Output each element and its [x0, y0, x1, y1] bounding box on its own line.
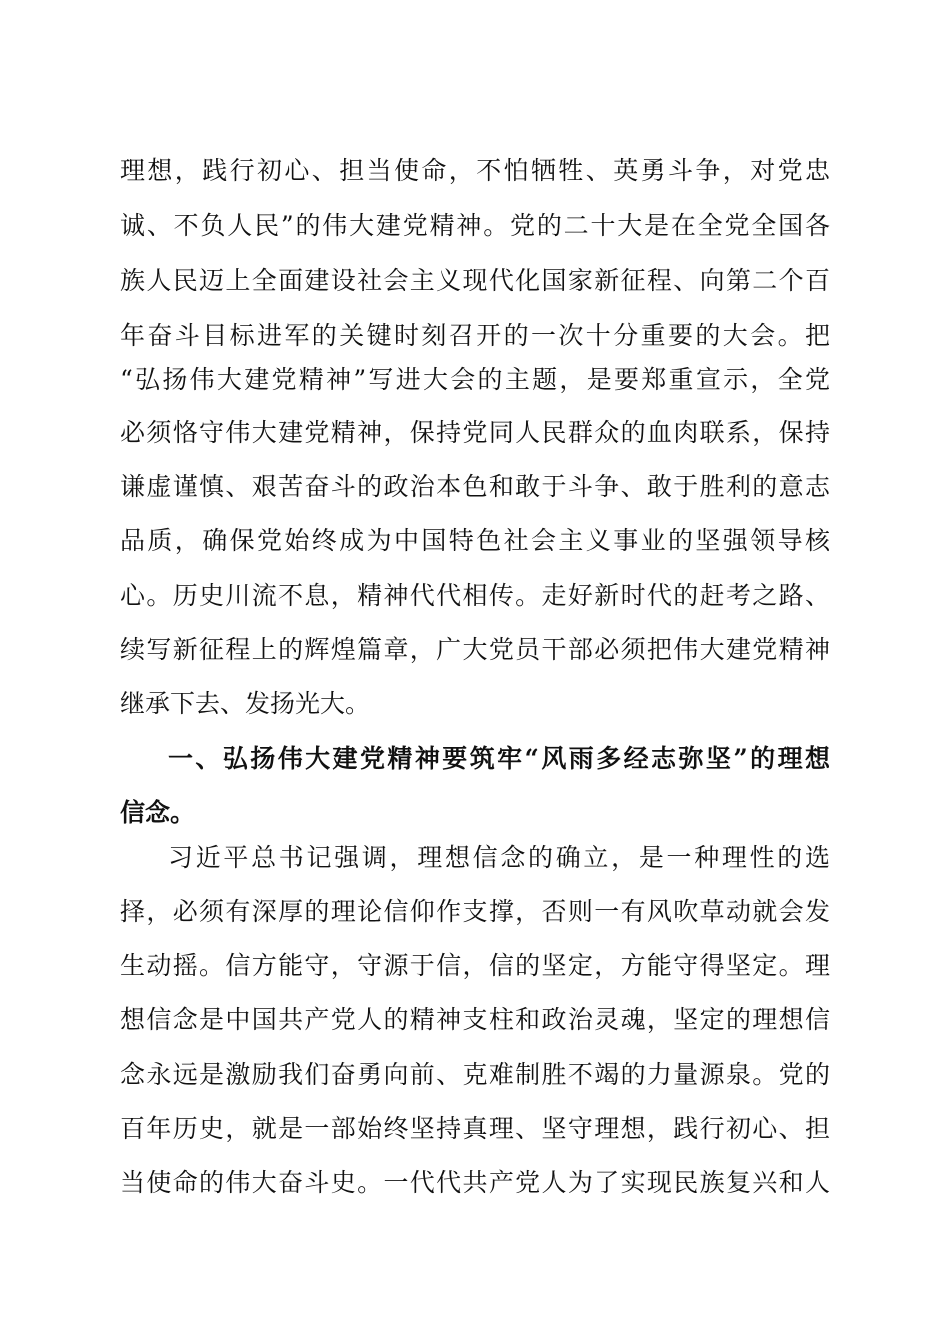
body-text-line: 生动摇。信方能守，守源于信，信的坚定，方能守得坚定。理 [120, 951, 830, 980]
body-text-line: 品质，确保党始终成为中国特色社会主义事业的坚强领导核 [120, 526, 830, 555]
body-text-line: 续写新征程上的辉煌篇章，广大党员干部必须把伟大建党精神 [120, 635, 830, 664]
body-text-line: 想信念是中国共产党人的精神支柱和政治灵魂，坚定的理想信 [120, 1005, 830, 1034]
body-text-line: 族人民迈上全面建设社会主义现代化国家新征程、向第二个百 [120, 266, 830, 295]
body-text-line: 习近平总书记强调，理想信念的确立，是一种理性的选 [168, 843, 830, 872]
body-text-line: 谦虚谨慎、艰苦奋斗的政治本色和敢于斗争、敢于胜利的意志 [120, 472, 830, 501]
body-text-line: 心。历史川流不息，精神代代相传。走好新时代的赶考之路、 [120, 581, 830, 610]
body-text-line: 择，必须有深厚的理论信仰作支撑，否则一有风吹草动就会发 [120, 897, 830, 926]
body-text-line: “弘扬伟大建党精神”写进大会的主题，是要郑重宣示，全党 [120, 365, 830, 394]
body-text-line: 念永远是激励我们奋勇向前、克难制胜不竭的力量源泉。党的 [120, 1060, 830, 1089]
body-text-line: 年奋斗目标进军的关键时刻召开的一次十分重要的大会。把 [120, 321, 830, 350]
body-text-line: 理想，践行初心、担当使命，不怕牺牲、英勇斗争，对党忠 [120, 156, 830, 185]
section-heading-line: 信念。 [120, 798, 196, 827]
body-text-line: 必须恪守伟大建党精神，保持党同人民群众的血肉联系，保持 [120, 418, 830, 447]
section-heading-line: 一、弘扬伟大建党精神要筑牢“风雨多经志弥坚”的理想 [168, 744, 830, 773]
body-text-line: 百年历史，就是一部始终坚持真理、坚守理想，践行初心、担 [120, 1114, 830, 1143]
body-text-line: 诚、不负人民”的伟大建党精神。党的二十大是在全党全国各 [120, 211, 830, 240]
body-text-line: 当使命的伟大奋斗史。一代代共产党人为了实现民族复兴和人 [120, 1168, 830, 1197]
body-text-line: 继承下去、发扬光大。 [120, 689, 371, 718]
